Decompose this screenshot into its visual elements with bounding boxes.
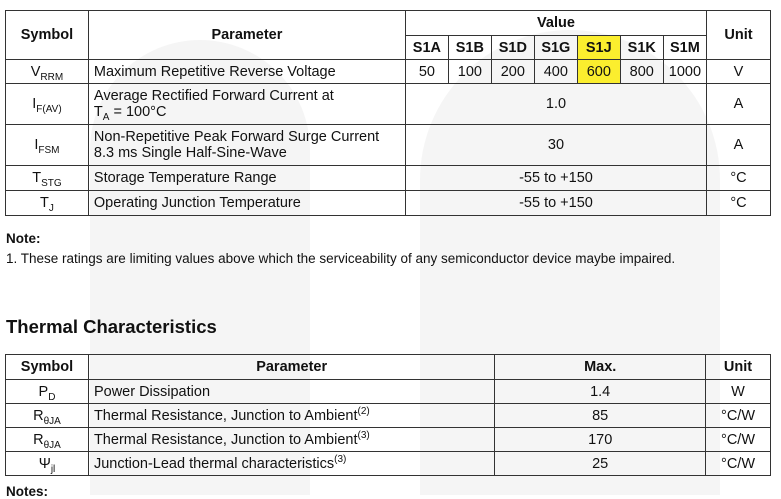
value-cell: 50 — [405, 60, 448, 84]
unit-cell: °C/W — [706, 452, 771, 476]
symbol-cell: $I_{F(AV)}$ — [6, 84, 89, 125]
symbol-cell: $R_{\theta JA}$ — [6, 428, 89, 452]
value-cell: 1.0 — [405, 84, 706, 125]
note-label: Note: — [6, 231, 41, 246]
unit-cell: °C/W — [706, 404, 771, 428]
col-s1m: S1M — [663, 36, 706, 60]
parameter-header: Parameter — [88, 11, 405, 60]
header-row — [6, 11, 771, 36]
symbol-cell: $R_{\theta JA}$ — [6, 404, 89, 428]
table-row — [6, 191, 771, 216]
symbol-cell: $\Psi_{jl}$ — [6, 452, 89, 476]
max-cell: 170 — [495, 428, 706, 452]
table-row — [6, 60, 771, 84]
unit-cell: A — [707, 125, 771, 166]
col-s1b: S1B — [448, 36, 491, 60]
notes-label: Notes: — [6, 484, 49, 499]
table-row — [6, 84, 771, 125]
value-cell: 400 — [534, 60, 577, 84]
max-header: Max. — [495, 355, 706, 380]
absolute-ratings-table — [5, 10, 771, 216]
unit-cell: °C — [707, 191, 771, 216]
value-cell-highlighted: 600 — [577, 60, 620, 84]
value-cell: -55 to +150 — [405, 166, 706, 191]
unit-cell: °C/W — [706, 428, 771, 452]
symbol-cell: $T_{STG}$ — [6, 166, 89, 191]
symbol-header: Symbol — [6, 11, 89, 60]
col-s1d: S1D — [491, 36, 534, 60]
col-s1g: S1G — [534, 36, 577, 60]
value-cell: 200 — [491, 60, 534, 84]
value-cell: 30 — [405, 125, 706, 166]
table-row — [6, 125, 771, 166]
note-text: 1. These ratings are limiting values above which the serviceability of any semiconductor device maybe impaired. — [6, 251, 676, 266]
value-header: Value — [405, 11, 706, 36]
parameter-cell: Power Dissipation — [88, 380, 494, 404]
parameter-cell: Junction-Lead thermal characteristics$^{(3)}$ — [88, 452, 494, 476]
parameter-cell: Thermal Resistance, Junction to Ambient$^{(2)}$ — [88, 404, 494, 428]
unit-cell: V — [707, 60, 771, 84]
col-s1k: S1K — [620, 36, 663, 60]
table-row — [6, 380, 771, 404]
unit-cell: A — [707, 84, 771, 125]
value-cell: 100 — [448, 60, 491, 84]
parameter-cell: Operating Junction Temperature — [88, 191, 405, 216]
unit-cell: °C — [707, 166, 771, 191]
table-row — [6, 404, 771, 428]
table-row — [6, 452, 771, 476]
symbol-cell: $P_D$ — [6, 380, 89, 404]
unit-cell: W — [706, 380, 771, 404]
unit-header: Unit — [706, 355, 771, 380]
parameter-header: Parameter — [88, 355, 494, 380]
table-row — [6, 166, 771, 191]
symbol-header: Symbol — [6, 355, 89, 380]
max-cell: 1.4 — [495, 380, 706, 404]
table-row — [6, 428, 771, 452]
value-cell: 800 — [620, 60, 663, 84]
max-cell: 85 — [495, 404, 706, 428]
unit-header: Unit — [707, 11, 771, 60]
value-cell: 1000 — [663, 60, 706, 84]
col-s1a: S1A — [405, 36, 448, 60]
header-row — [6, 355, 771, 380]
parameter-cell: Storage Temperature Range — [88, 166, 405, 191]
max-cell: 25 — [495, 452, 706, 476]
symbol-cell: $I_{FSM}$ — [6, 125, 89, 166]
symbol-cell: $T_J$ — [6, 191, 89, 216]
parameter-cell: Thermal Resistance, Junction to Ambient$^{(3)}$ — [88, 428, 494, 452]
parameter-cell: Average Rectified Forward Current at $T_A = 100^\circ C$ — [88, 84, 405, 125]
parameter-cell: Maximum Repetitive Reverse Voltage — [88, 60, 405, 84]
section-title: Thermal Characteristics — [6, 316, 217, 337]
value-cell: -55 to +150 — [405, 191, 706, 216]
parameter-cell: Non-Repetitive Peak Forward Surge Current 8.3 ms Single Half-Sine-Wave — [88, 125, 405, 166]
symbol-cell: $V_{RRM}$ — [6, 60, 89, 84]
col-s1j: S1J — [577, 36, 620, 60]
thermal-table — [5, 354, 771, 476]
